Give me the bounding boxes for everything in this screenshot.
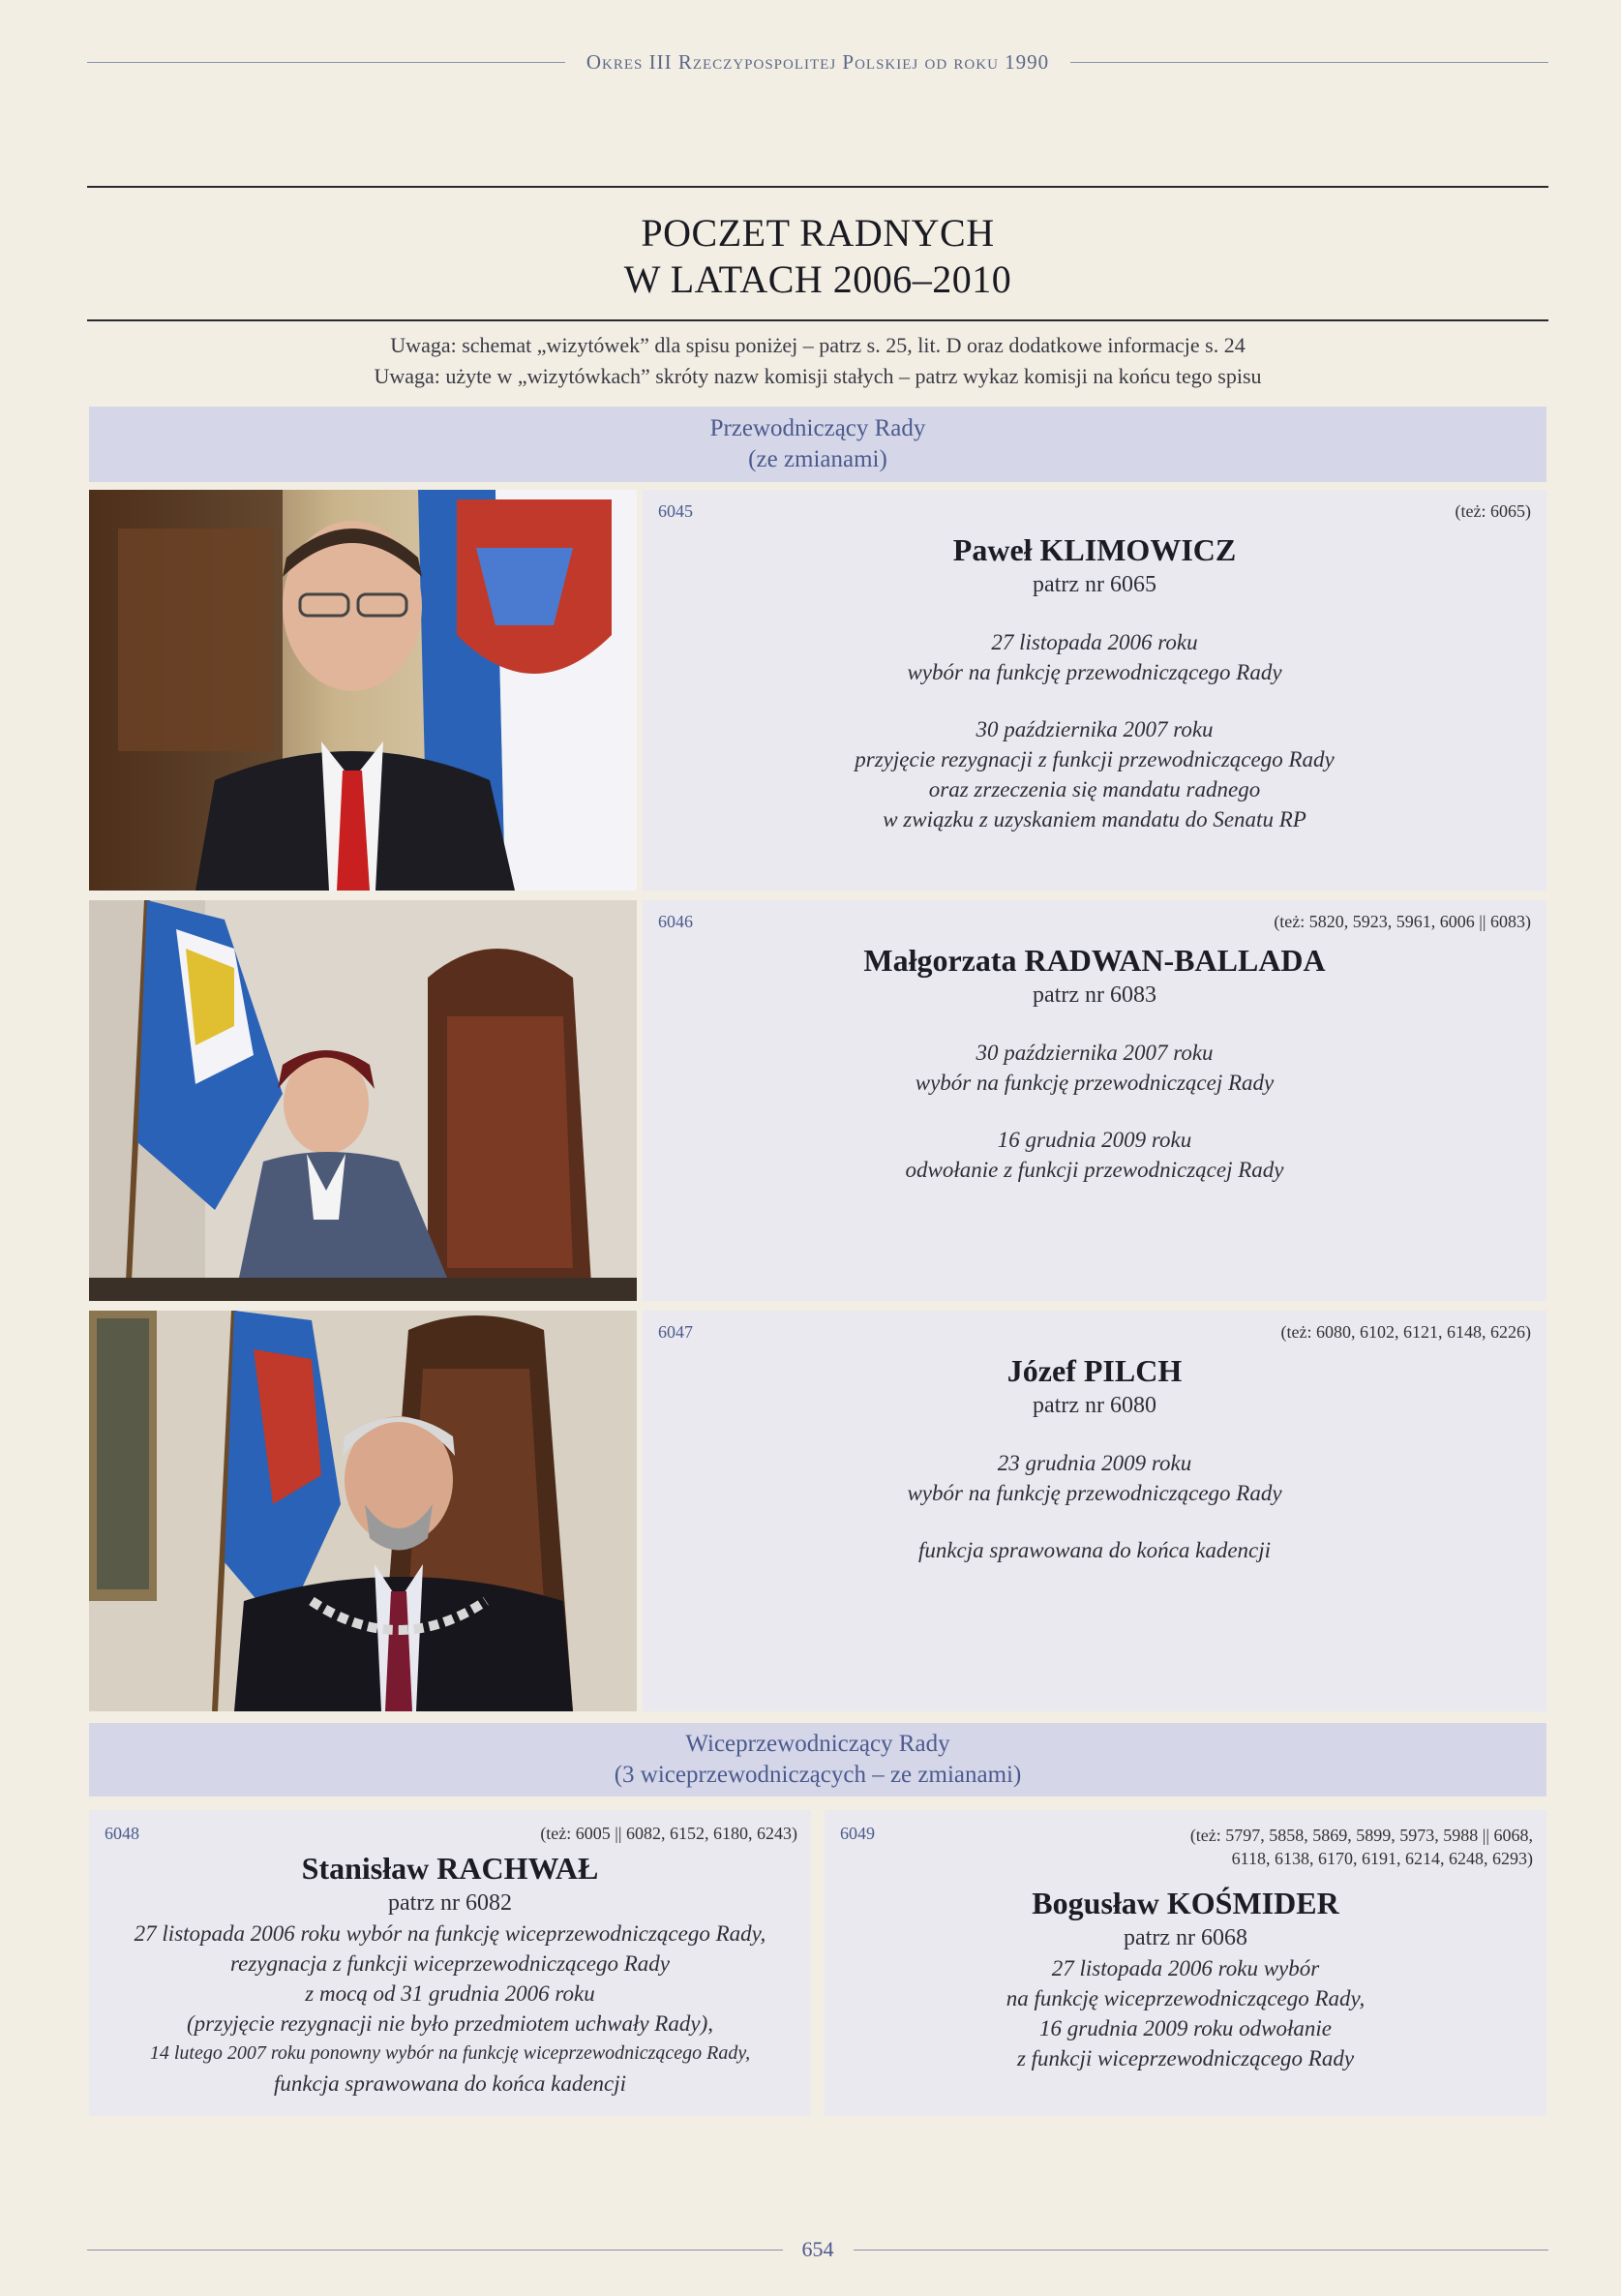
cross-reference-line: (też: 6005 || 6082, 6152, 6180, 6243) xyxy=(540,1824,797,1843)
entry-cross-reference: (też: 6065) xyxy=(1455,501,1531,521)
page-number: 654 xyxy=(801,2237,834,2261)
see-also-reference: patrz nr 6080 xyxy=(1033,1393,1156,1418)
event-line: 14 lutego 2007 roku ponowny wybór na funkcję wiceprzewodniczącego Rady, xyxy=(149,2042,751,2064)
cross-reference-line: (też: 5797, 5858, 5869, 5899, 5973, 5988 || 6068, xyxy=(1189,1826,1533,1845)
portrait-photo-pilch xyxy=(89,1311,637,1711)
title-rule-top xyxy=(87,186,1548,188)
event-description: przyjęcie rezygnacji z funkcji przewodniczącego Rady xyxy=(855,747,1335,771)
entry-card-6046 xyxy=(643,900,1546,1301)
cross-reference-line: 6118, 6138, 6170, 6191, 6214, 6248, 6293) xyxy=(1231,1849,1533,1868)
entry-cross-reference: (też: 6080, 6102, 6121, 6148, 6226) xyxy=(1280,1322,1531,1342)
header-rule-left xyxy=(87,62,565,63)
event-line: 27 listopada 2006 roku wybór xyxy=(1051,1956,1320,1980)
portrait-photo-klimowicz xyxy=(89,490,637,891)
see-also-reference: patrz nr 6065 xyxy=(1033,572,1156,597)
entry-card-6047 xyxy=(643,1311,1546,1711)
event-line: 16 grudnia 2009 roku odwołanie xyxy=(1039,2016,1332,2040)
councillor-name: Józef PILCH xyxy=(1006,1353,1183,1388)
event-description: oraz zrzeczenia się mandatu radnego xyxy=(928,777,1261,801)
event-line: na funkcję wiceprzewodniczącego Rady, xyxy=(1006,1986,1366,2010)
portrait-photo-radwan-ballada xyxy=(89,900,637,1301)
event-description: wybór na funkcję przewodniczącego Rady xyxy=(907,660,1282,684)
councillor-name: Małgorzata RADWAN-BALLADA xyxy=(863,943,1326,978)
section-band-vice-title: Wiceprzewodniczący Rady xyxy=(685,1731,950,1757)
entry-number: 6046 xyxy=(658,912,693,931)
councillor-name: Stanisław RACHWAŁ xyxy=(301,1851,599,1886)
section-band-vice-subtitle: (3 wiceprzewodniczących – ze zmianami) xyxy=(614,1762,1022,1788)
note-abbreviations: Uwaga: użyte w „wizytówkach” skróty nazw komisji stałych – patrz wykaz komisji na końcu tego spisu xyxy=(374,364,1262,388)
event-description: funkcja sprawowana do końca kadencji xyxy=(917,1538,1272,1562)
event-line: (przyjęcie rezygnacji nie było przedmiotem uchwały Rady), xyxy=(187,2011,713,2036)
entry-number: 6045 xyxy=(658,501,693,521)
page-title-line-2: W LATACH 2006–2010 xyxy=(623,257,1012,301)
page-title-line-1: POCZET RADNYCH xyxy=(641,211,995,255)
event-line: 27 listopada 2006 roku wybór na funkcję wiceprzewodniczącego Rady, xyxy=(134,1921,766,1946)
running-header xyxy=(87,45,1548,79)
section-band-chair-title: Przewodniczący Rady xyxy=(709,415,926,441)
entry-cross-reference xyxy=(1190,1824,1533,1870)
event-date: 27 listopada 2006 roku xyxy=(991,630,1198,654)
entry-number: 6049 xyxy=(840,1824,875,1843)
entry-cross-reference: (też: 5820, 5923, 5961, 6006 || 6083) xyxy=(1274,912,1531,931)
entry-cross-reference xyxy=(540,1822,797,1845)
event-date: 30 października 2007 roku xyxy=(976,717,1214,741)
councillor-name: Bogusław KOŚMIDER xyxy=(1032,1886,1339,1920)
title-rule-bottom xyxy=(87,319,1548,321)
section-band-vice xyxy=(89,1723,1546,1797)
event-date: 23 grudnia 2009 roku xyxy=(997,1451,1192,1475)
event-description: wybór na funkcję przewodniczącej Rady xyxy=(915,1071,1275,1095)
see-also-reference: patrz nr 6082 xyxy=(388,1890,512,1916)
see-also-reference: patrz nr 6068 xyxy=(1124,1925,1247,1950)
note-schema: Uwaga: schemat „wizytówek” dla spisu poniżej – patrz s. 25, lit. D oraz dodatkowe informacje s. 24 xyxy=(390,333,1246,357)
event-date: 16 grudnia 2009 roku xyxy=(997,1128,1192,1152)
section-band-chair xyxy=(89,407,1546,482)
councillor-name: Paweł KLIMOWICZ xyxy=(952,532,1237,567)
entry-number: 6048 xyxy=(105,1824,139,1843)
event-line: z mocą od 31 grudnia 2006 roku xyxy=(305,1981,595,2006)
see-also-reference: patrz nr 6083 xyxy=(1033,982,1156,1008)
running-header-text: Okres III Rzeczypospolitej Polskiej od roku 1990 xyxy=(585,49,1050,74)
event-line: rezygnacja z funkcji wiceprzewodniczącego Rady xyxy=(230,1951,670,1976)
entry-card-6048 xyxy=(89,1810,811,2116)
entry-card-6049 xyxy=(825,1810,1546,2116)
section-band-chair-subtitle: (ze zmianami) xyxy=(748,446,887,472)
footer-rule-left xyxy=(87,2250,783,2251)
event-line: z funkcji wiceprzewodniczącego Rady xyxy=(1016,2046,1355,2070)
page-footer xyxy=(87,2232,1548,2267)
event-date: 30 października 2007 roku xyxy=(976,1041,1214,1065)
event-description: wybór na funkcję przewodniczącego Rady xyxy=(907,1481,1282,1505)
event-line: funkcja sprawowana do końca kadencji xyxy=(273,2071,627,2096)
header-rule-right xyxy=(1070,62,1548,63)
entry-card-6045 xyxy=(643,490,1546,891)
entry-number: 6047 xyxy=(658,1322,693,1342)
footer-rule-right xyxy=(854,2250,1549,2251)
event-description: odwołanie z funkcji przewodniczącej Rady xyxy=(905,1158,1284,1182)
event-description: w związku z uzyskaniem mandatu do Senatu RP xyxy=(883,807,1306,831)
